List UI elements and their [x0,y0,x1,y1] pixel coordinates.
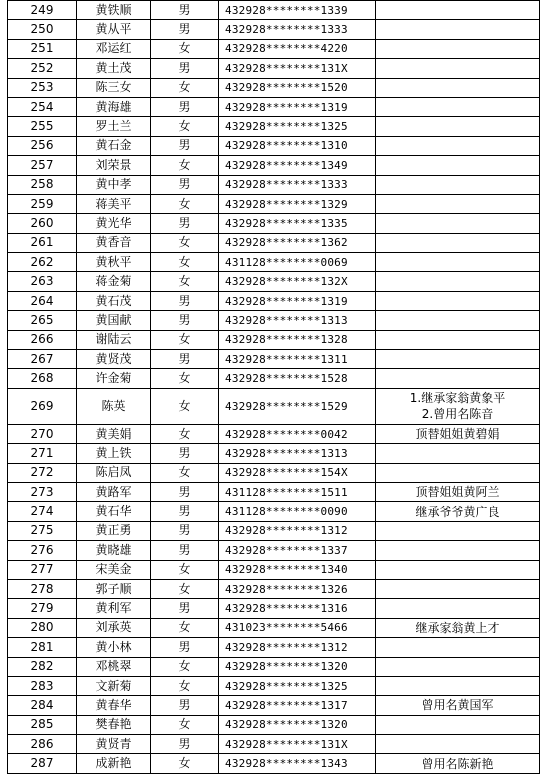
roster-body [8,1,540,774]
name-cell: 黄秋平 [77,253,151,272]
row-number-cell: 269 [8,388,77,424]
id-number-cell: 432928********0042 [219,424,376,443]
name-cell: 黄利军 [77,599,151,618]
row-number-cell: 250 [8,20,77,39]
name-cell: 刘荣景 [77,156,151,175]
remark-cell [376,560,540,579]
id-number-cell: 432928********4220 [219,39,376,58]
row-number-cell: 270 [8,424,77,443]
row-number-cell: 256 [8,136,77,155]
table-row [8,579,540,598]
table-row [8,97,540,116]
remark-cell [376,194,540,213]
sex-cell: 男 [151,291,219,310]
id-number-cell: 432928********1313 [219,444,376,463]
sex-cell: 男 [151,482,219,501]
id-number-cell: 432928********1328 [219,330,376,349]
row-number-cell: 255 [8,117,77,136]
table-row [8,715,540,734]
remark-cell [376,350,540,369]
row-number-cell: 286 [8,735,77,754]
remark-cell [376,754,540,773]
remark-cell [376,638,540,657]
id-number-cell: 432928********1325 [219,117,376,136]
id-number-cell: 432928********1312 [219,638,376,657]
table-row [8,618,540,637]
row-number-cell: 276 [8,541,77,560]
name-cell: 蒋金菊 [77,272,151,291]
name-cell: 文新菊 [77,676,151,695]
sex-cell: 男 [151,97,219,116]
sex-cell: 男 [151,735,219,754]
name-cell: 黄正勇 [77,521,151,540]
table-row [8,638,540,657]
name-cell: 陈三女 [77,78,151,97]
remark-line: 顶替姐姐黄阿兰 [415,485,500,500]
remark-cell [376,20,540,39]
remark-cell [376,463,540,482]
sex-cell: 女 [151,39,219,58]
id-number-cell: 432928********1333 [219,20,376,39]
row-number-cell: 277 [8,560,77,579]
sex-cell: 女 [151,657,219,676]
table-row [8,388,540,424]
row-number-cell: 279 [8,599,77,618]
sex-cell: 女 [151,424,219,443]
sex-cell: 女 [151,253,219,272]
id-number-cell: 432928********1312 [219,521,376,540]
name-cell: 黄铁顺 [77,1,151,20]
id-number-cell: 432928********1528 [219,369,376,388]
table-row [8,521,540,540]
sex-cell: 女 [151,233,219,252]
remark-cell [376,618,540,637]
name-cell: 黄晓雄 [77,541,151,560]
name-cell: 蒋美平 [77,194,151,213]
name-cell: 黄小林 [77,638,151,657]
name-cell: 黄路军 [77,482,151,501]
table-row [8,39,540,58]
row-number-cell: 274 [8,502,77,521]
sex-cell: 女 [151,560,219,579]
remark-cell [376,388,540,424]
name-cell: 黄美娟 [77,424,151,443]
table-row [8,194,540,213]
sex-cell: 男 [151,59,219,78]
remark-cell [376,579,540,598]
table-row [8,156,540,175]
remark-cell [376,156,540,175]
row-number-cell: 280 [8,618,77,637]
row-number-cell: 272 [8,463,77,482]
remark-cell [376,97,540,116]
sex-cell: 男 [151,444,219,463]
table-row [8,754,540,773]
id-number-cell: 431128********0069 [219,253,376,272]
name-cell: 黄上铁 [77,444,151,463]
id-number-cell: 432928********1317 [219,696,376,715]
id-number-cell: 432928********1340 [219,560,376,579]
row-number-cell: 283 [8,676,77,695]
sex-cell: 女 [151,676,219,695]
sex-cell: 女 [151,117,219,136]
row-number-cell: 265 [8,311,77,330]
table-row [8,599,540,618]
remark-cell [376,482,540,501]
name-cell: 成新艳 [77,754,151,773]
id-number-cell: 431128********1511 [219,482,376,501]
sex-cell: 男 [151,521,219,540]
sex-cell: 女 [151,754,219,773]
sex-cell: 男 [151,175,219,194]
row-number-cell: 257 [8,156,77,175]
name-cell: 黄海雄 [77,97,151,116]
remark-cell [376,291,540,310]
sex-cell: 男 [151,214,219,233]
table-row [8,136,540,155]
id-number-cell: 432928********1313 [219,311,376,330]
table-row [8,541,540,560]
name-cell: 宋美金 [77,560,151,579]
name-cell: 黄石茂 [77,291,151,310]
row-number-cell: 278 [8,579,77,598]
sex-cell: 女 [151,272,219,291]
id-number-cell: 432928********1520 [219,78,376,97]
id-number-cell: 432928********1310 [219,136,376,155]
sex-cell: 男 [151,136,219,155]
row-number-cell: 266 [8,330,77,349]
table-row [8,369,540,388]
remark-cell [376,214,540,233]
name-cell: 黄春华 [77,696,151,715]
remark-line: 1.继承家翁黄象平 [409,391,506,406]
remark-cell [376,78,540,97]
table-row [8,560,540,579]
table-row [8,444,540,463]
sex-cell: 女 [151,715,219,734]
remark-cell [376,521,540,540]
remark-line: 继承爷爷黄广良 [415,504,500,519]
sex-cell: 女 [151,156,219,175]
id-number-cell: 432928********132X [219,272,376,291]
id-number-cell: 432928********1337 [219,541,376,560]
remark-cell [376,444,540,463]
remark-cell [376,117,540,136]
id-number-cell: 432928********1326 [219,579,376,598]
sex-cell: 男 [151,350,219,369]
sex-cell: 女 [151,388,219,424]
row-number-cell: 271 [8,444,77,463]
row-number-cell: 287 [8,754,77,773]
sex-cell: 男 [151,20,219,39]
sex-cell: 女 [151,579,219,598]
row-number-cell: 282 [8,657,77,676]
remark-cell [376,175,540,194]
table-row [8,424,540,443]
remark-cell [376,330,540,349]
name-cell: 许金菊 [77,369,151,388]
name-cell: 郭子顺 [77,579,151,598]
row-number-cell: 262 [8,253,77,272]
sex-cell: 男 [151,1,219,20]
table-row [8,657,540,676]
table-row [8,78,540,97]
table-row [8,735,540,754]
name-cell: 谢陆云 [77,330,151,349]
name-cell: 陈英 [77,388,151,424]
table-row [8,233,540,252]
name-cell: 黄石华 [77,502,151,521]
sex-cell: 男 [151,311,219,330]
table-row [8,350,540,369]
table-row [8,291,540,310]
name-cell: 邓桃翠 [77,657,151,676]
row-number-cell: 285 [8,715,77,734]
row-number-cell: 284 [8,696,77,715]
row-number-cell: 267 [8,350,77,369]
sex-cell: 女 [151,618,219,637]
id-number-cell: 432928********1319 [219,291,376,310]
remark-cell [376,311,540,330]
remark-cell [376,369,540,388]
table-row [8,696,540,715]
table-row [8,117,540,136]
row-number-cell: 254 [8,97,77,116]
table-row [8,253,540,272]
row-number-cell: 273 [8,482,77,501]
id-number-cell: 431128********0090 [219,502,376,521]
sex-cell: 男 [151,502,219,521]
id-number-cell: 432928********1335 [219,214,376,233]
sex-cell: 女 [151,463,219,482]
remark-line: 2.曾用名陈音 [421,407,494,422]
row-number-cell: 263 [8,272,77,291]
remark-cell [376,253,540,272]
name-cell: 黄石金 [77,136,151,155]
remark-cell [376,657,540,676]
sex-cell: 男 [151,599,219,618]
remark-cell [376,541,540,560]
name-cell: 樊春艳 [77,715,151,734]
id-number-cell: 432928********1333 [219,175,376,194]
id-number-cell: 432928********1529 [219,388,376,424]
sex-cell: 女 [151,369,219,388]
id-number-cell: 432928********1325 [219,676,376,695]
row-number-cell: 253 [8,78,77,97]
name-cell: 黄国献 [77,311,151,330]
row-number-cell: 264 [8,291,77,310]
remark-cell [376,424,540,443]
remark-cell [376,676,540,695]
table-row [8,1,540,20]
remark-cell [376,272,540,291]
table-row [8,311,540,330]
name-cell: 黄光华 [77,214,151,233]
name-cell: 黄香音 [77,233,151,252]
table-row [8,676,540,695]
sex-cell: 男 [151,638,219,657]
table-row [8,20,540,39]
row-number-cell: 251 [8,39,77,58]
row-number-cell: 268 [8,369,77,388]
name-cell: 刘承英 [77,618,151,637]
table-row [8,482,540,501]
row-number-cell: 261 [8,233,77,252]
name-cell: 黄贤茂 [77,350,151,369]
sex-cell: 男 [151,541,219,560]
id-number-cell: 432928********1320 [219,657,376,676]
name-cell: 邓运红 [77,39,151,58]
row-number-cell: 260 [8,214,77,233]
remark-line: 曾用名黄国军 [421,698,494,713]
row-number-cell: 259 [8,194,77,213]
remark-cell [376,1,540,20]
id-number-cell: 432928********1329 [219,194,376,213]
remark-cell [376,59,540,78]
roster-table [7,0,540,774]
table-row [8,463,540,482]
id-number-cell: 431023********5466 [219,618,376,637]
remark-cell [376,735,540,754]
remark-cell [376,136,540,155]
remark-cell [376,502,540,521]
id-number-cell: 432928********1343 [219,754,376,773]
remark-line: 继承家翁黄上才 [415,620,500,635]
table-row [8,175,540,194]
id-number-cell: 432928********1320 [219,715,376,734]
table-row [8,330,540,349]
remark-line: 顶替姐姐黄碧娟 [415,427,500,441]
sex-cell: 女 [151,78,219,97]
remark-cell [376,715,540,734]
name-cell: 黄贤青 [77,735,151,754]
id-number-cell: 432928********1319 [219,97,376,116]
id-number-cell: 432928********1349 [219,156,376,175]
remark-cell [376,696,540,715]
id-number-cell: 432928********1339 [219,1,376,20]
sex-cell: 女 [151,330,219,349]
table-row [8,502,540,521]
name-cell: 黄从平 [77,20,151,39]
row-number-cell: 249 [8,1,77,20]
id-number-cell: 432928********154X [219,463,376,482]
table-row [8,59,540,78]
remark-line: 曾用名陈新艳 [421,756,494,771]
id-number-cell: 432928********1362 [219,233,376,252]
row-number-cell: 275 [8,521,77,540]
id-number-cell: 432928********131X [219,735,376,754]
id-number-cell: 432928********1311 [219,350,376,369]
id-number-cell: 432928********131X [219,59,376,78]
sex-cell: 女 [151,194,219,213]
name-cell: 黄土茂 [77,59,151,78]
row-number-cell: 258 [8,175,77,194]
table-row [8,214,540,233]
id-number-cell: 432928********1316 [219,599,376,618]
name-cell: 罗土兰 [77,117,151,136]
row-number-cell: 281 [8,638,77,657]
row-number-cell: 252 [8,59,77,78]
remark-cell [376,599,540,618]
remark-cell [376,233,540,252]
remark-cell [376,39,540,58]
name-cell: 黄中孝 [77,175,151,194]
name-cell: 陈启凤 [77,463,151,482]
table-row [8,272,540,291]
sex-cell: 男 [151,696,219,715]
